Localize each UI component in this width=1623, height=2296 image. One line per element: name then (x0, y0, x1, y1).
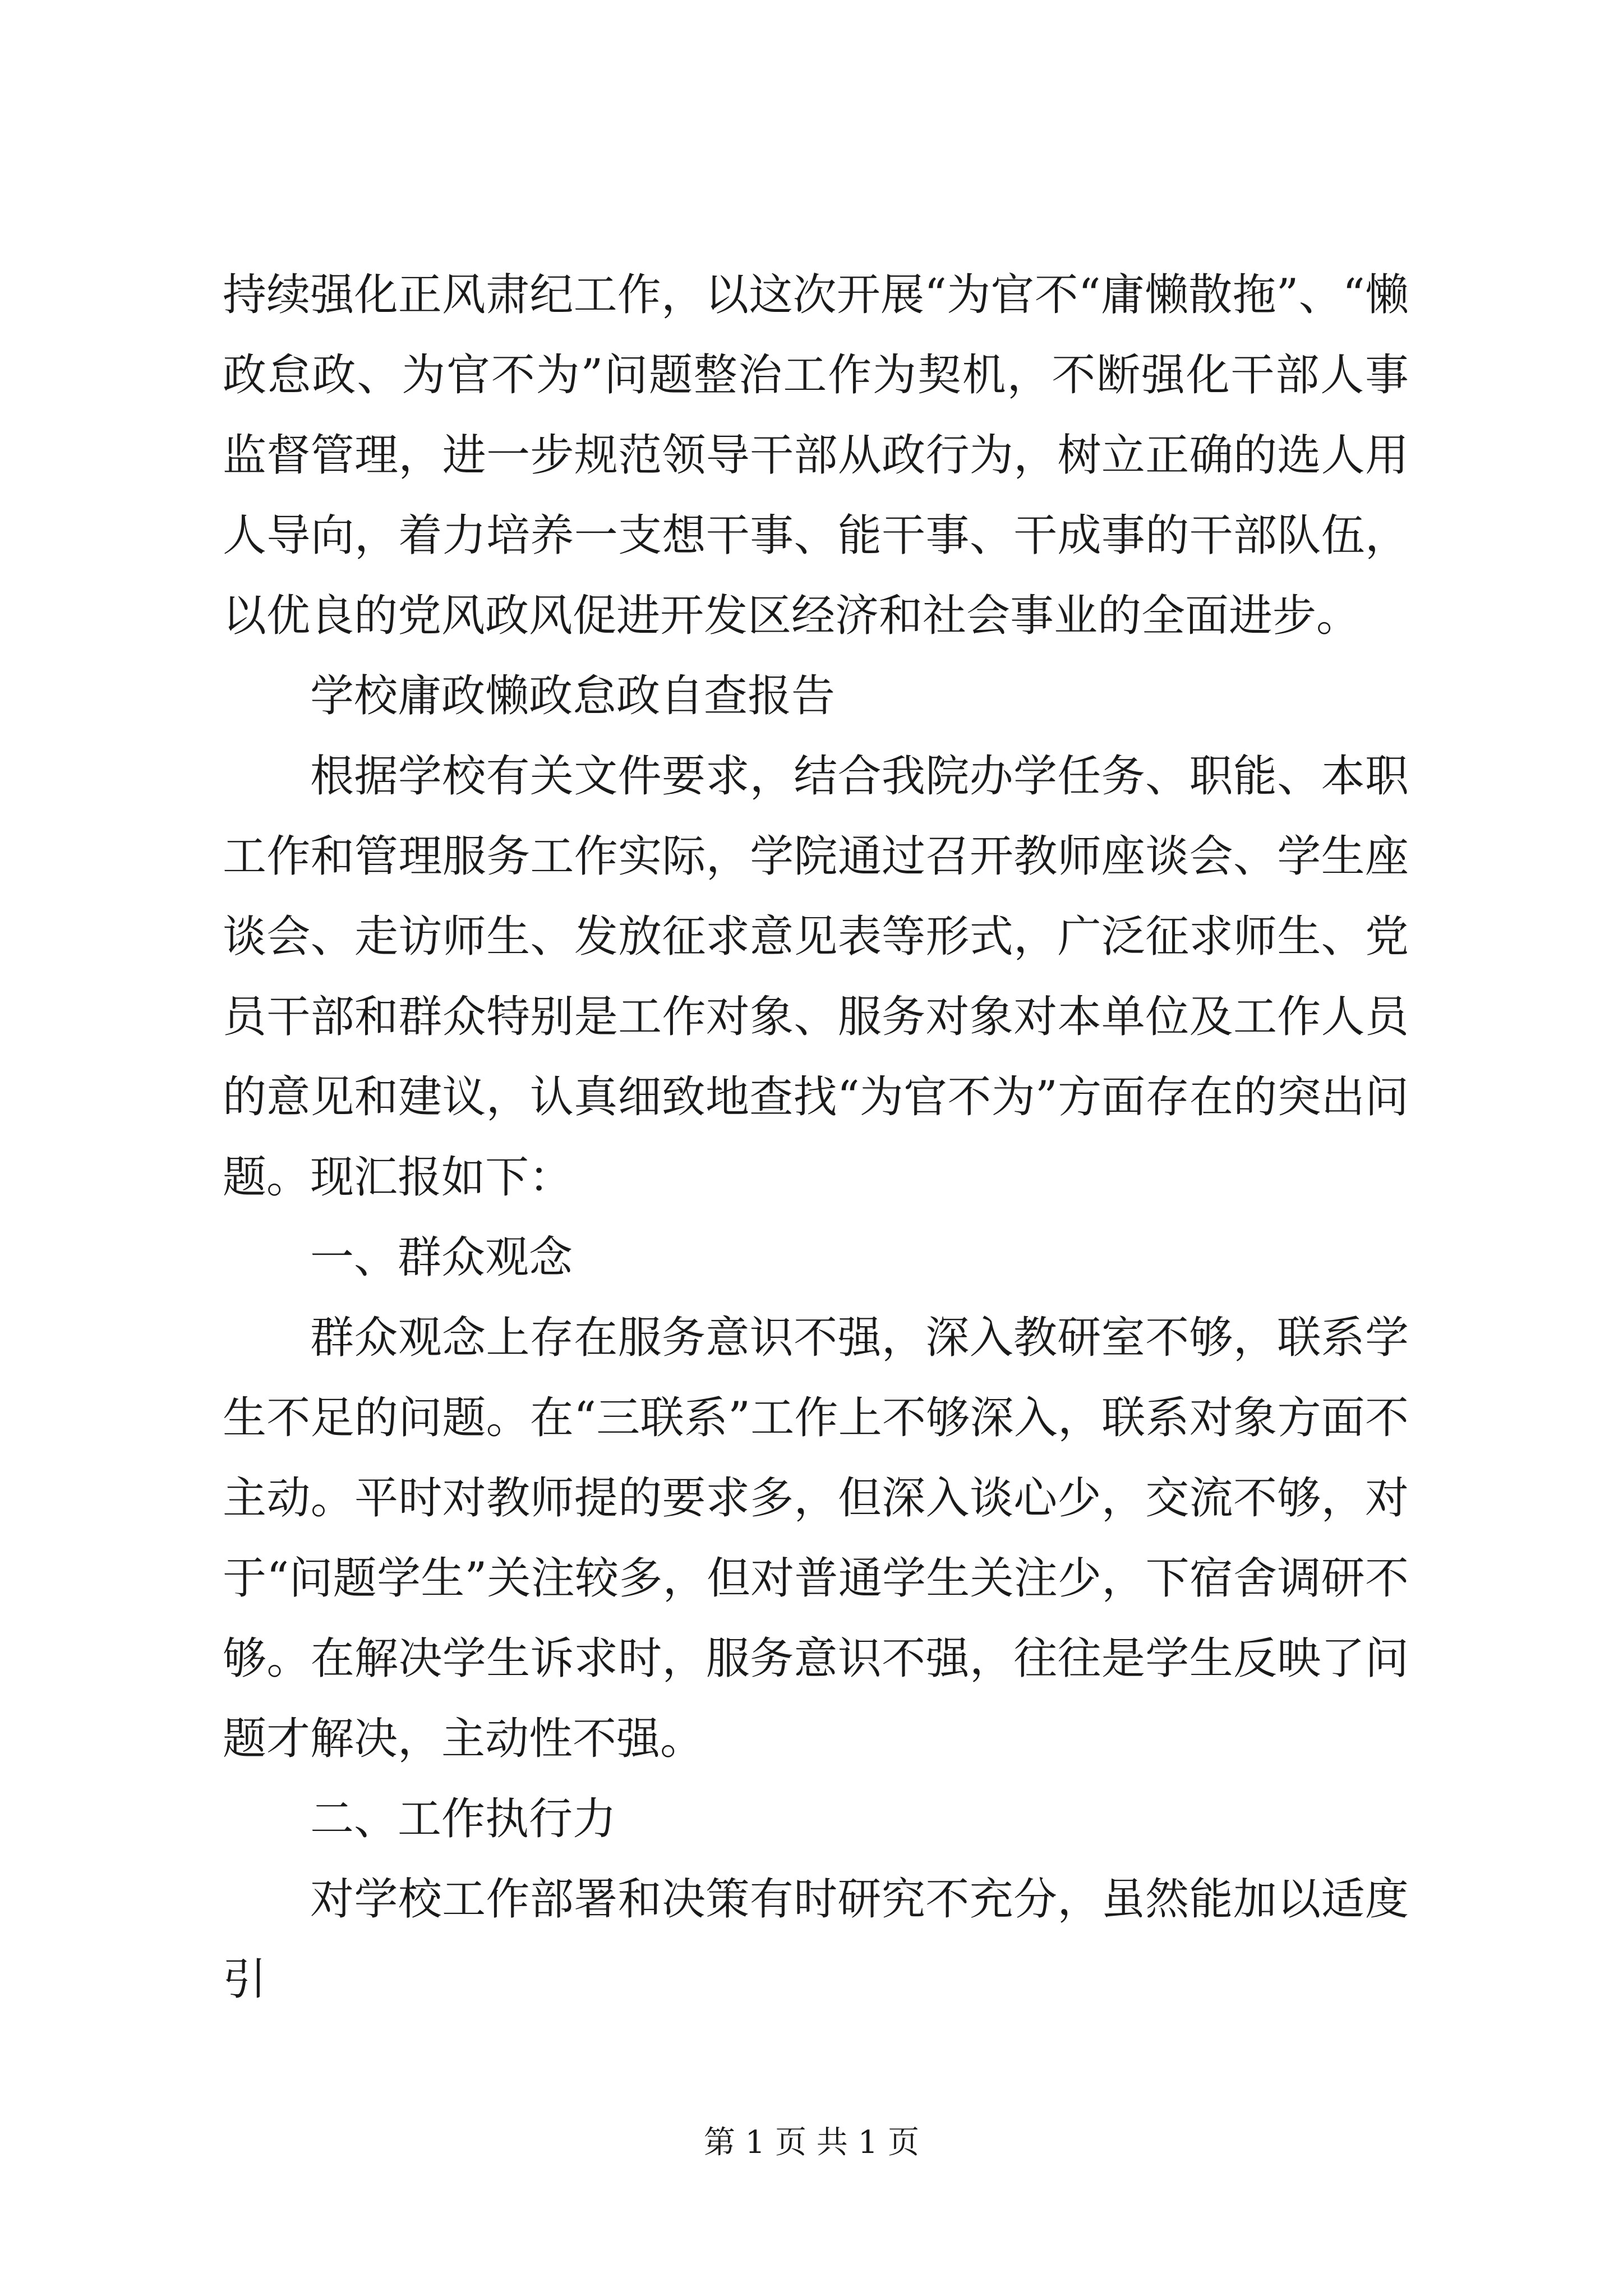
page-footer: 第 1 页 共 1 页 (703, 2124, 920, 2161)
paragraph-intro: 根据学校有关文件要求，结合我院办学任务、职能、本职工作和管理服务工作实际，学院通过召开教师座谈会、学生座谈会、走访师生、发放征求意见表等形式，广泛征求师生、党员干部和群众特别是工作对象、服务对象对本单位及工作人员的意见和建议，认真细致地查找“为官不为”方面存在的突出问题。现汇报如下： (223, 751, 1409, 1203)
section-heading-1: 一、群众观念 (310, 1232, 573, 1283)
report-title: 学校庸政懒政怠政自查报告 (310, 671, 836, 721)
paragraph-section-2: 对学校工作部署和决策有时研究不充分，虽然能加以适度引 (223, 1874, 1409, 2005)
section-heading-2: 二、工作执行力 (310, 1794, 617, 1844)
document-body (223, 255, 1409, 2020)
paragraph-section-1: 群众观念上存在服务意识不强，深入教研室不够，联系学生不足的问题。在“三联系”工作上不够深入，联系对象方面不主动。平时对教师提的要求多，但深入谈心少，交流不够，对于“问题学生”关注较多，但对普通学生关注少，下宿舍调研不够。在解决学生诉求时，服务意识不强，往往是学生反映了问题才解决，主动性不强。 (223, 1313, 1409, 1764)
paragraph-continuation: 持续强化正风肃纪工作，以这次开展“为官不“庸懒散拖”、“懒政怠政、为官不为”问题整治工作为契机，不断强化干部人事监督管理，进一步规范领导干部从政行为，树立正确的选人用人导向，着力培养一支想干事、能干事、干成事的干部队伍，以优良的党风政风促进开发区经济和社会事业的全面进步。 (223, 270, 1409, 641)
